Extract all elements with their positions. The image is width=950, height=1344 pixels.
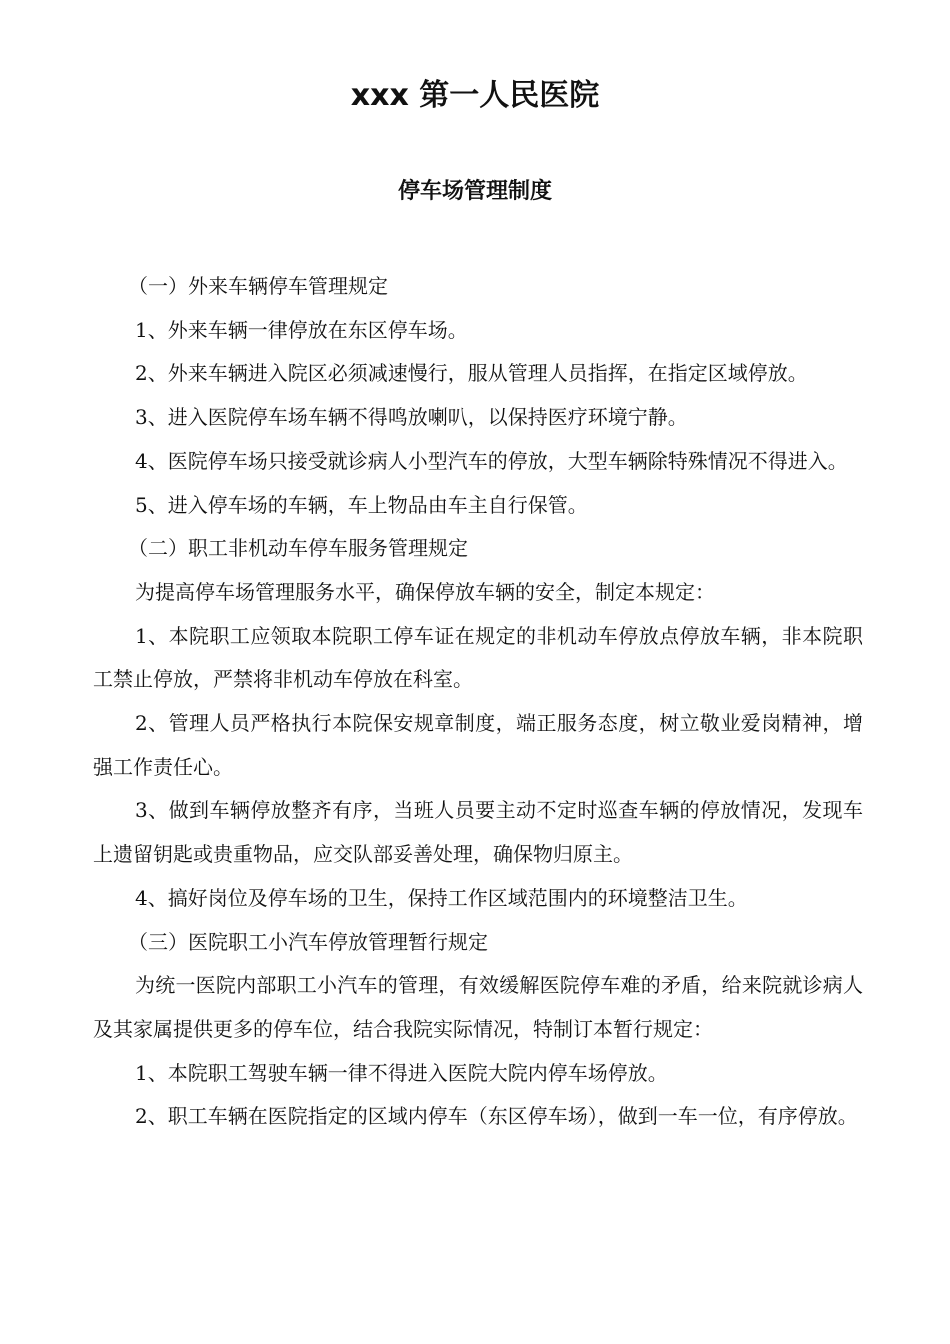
paragraph: 3、进入医院停车场车辆不得鸣放喇叭，以保持医疗环境宁静。 — [135, 405, 688, 430]
paragraph: 4、搞好岗位及停车场的卫生，保持工作区域范围内的环境整洁卫生。 — [135, 885, 748, 910]
section-heading-staff-non-motor: （二）职工非机动车停车服务管理规定 — [128, 536, 468, 561]
paragraph: 5、进入停车场的车辆，车上物品由车主自行保管。 — [135, 492, 588, 517]
paragraph: 为提高停车场管理服务水平，确保停放车辆的安全，制定本规定： — [135, 579, 715, 604]
document-body — [93, 265, 863, 1139]
section-heading-external-vehicles: （一）外来车辆停车管理规定 — [128, 274, 388, 298]
paragraph: 3、做到车辆停放整齐有序，当班人员要主动不定时巡查车辆的停放情况，发现车上遗留钥匙或贵重物品，应交队部妥善处理，确保物归原主。 — [93, 798, 863, 867]
section-heading-staff-cars: （三）医院职工小汽车停放管理暂行规定 — [128, 929, 488, 954]
document-subtitle: 停车场管理制度 — [397, 179, 552, 204]
document-title: xxx 第一人民医院 — [350, 78, 600, 113]
paragraph: 1、外来车辆一律停放在东区停车场。 — [135, 317, 468, 342]
paragraph: 1、本院职工应领取本院职工停车证在规定的非机动车停放点停放车辆，非本院职工禁止停放，严禁将非机动车停放在科室。 — [93, 623, 863, 692]
paragraph: 2、管理人员严格执行本院保安规章制度，端正服务态度，树立敬业爱岗精神，增强工作责任心。 — [93, 711, 863, 779]
paragraph: 1、本院职工驾驶车辆一律不得进入医院大院内停车场停放。 — [135, 1060, 668, 1085]
paragraph: 为统一医院内部职工小汽车的管理，有效缓解医院停车难的矛盾，给来院就诊病人及其家属提供更多的停车位，结合我院实际情况，特制订本暂行规定： — [93, 973, 863, 1041]
paragraph: 2、职工车辆在医院指定的区域内停车（东区停车场），做到一车一位，有序停放。 — [135, 1104, 858, 1129]
paragraph: 2、外来车辆进入院区必须减速慢行，服从管理人员指挥，在指定区域停放。 — [135, 361, 808, 386]
paragraph: 4、医院停车场只接受就诊病人小型汽车的停放，大型车辆除特殊情况不得进入。 — [135, 448, 848, 473]
